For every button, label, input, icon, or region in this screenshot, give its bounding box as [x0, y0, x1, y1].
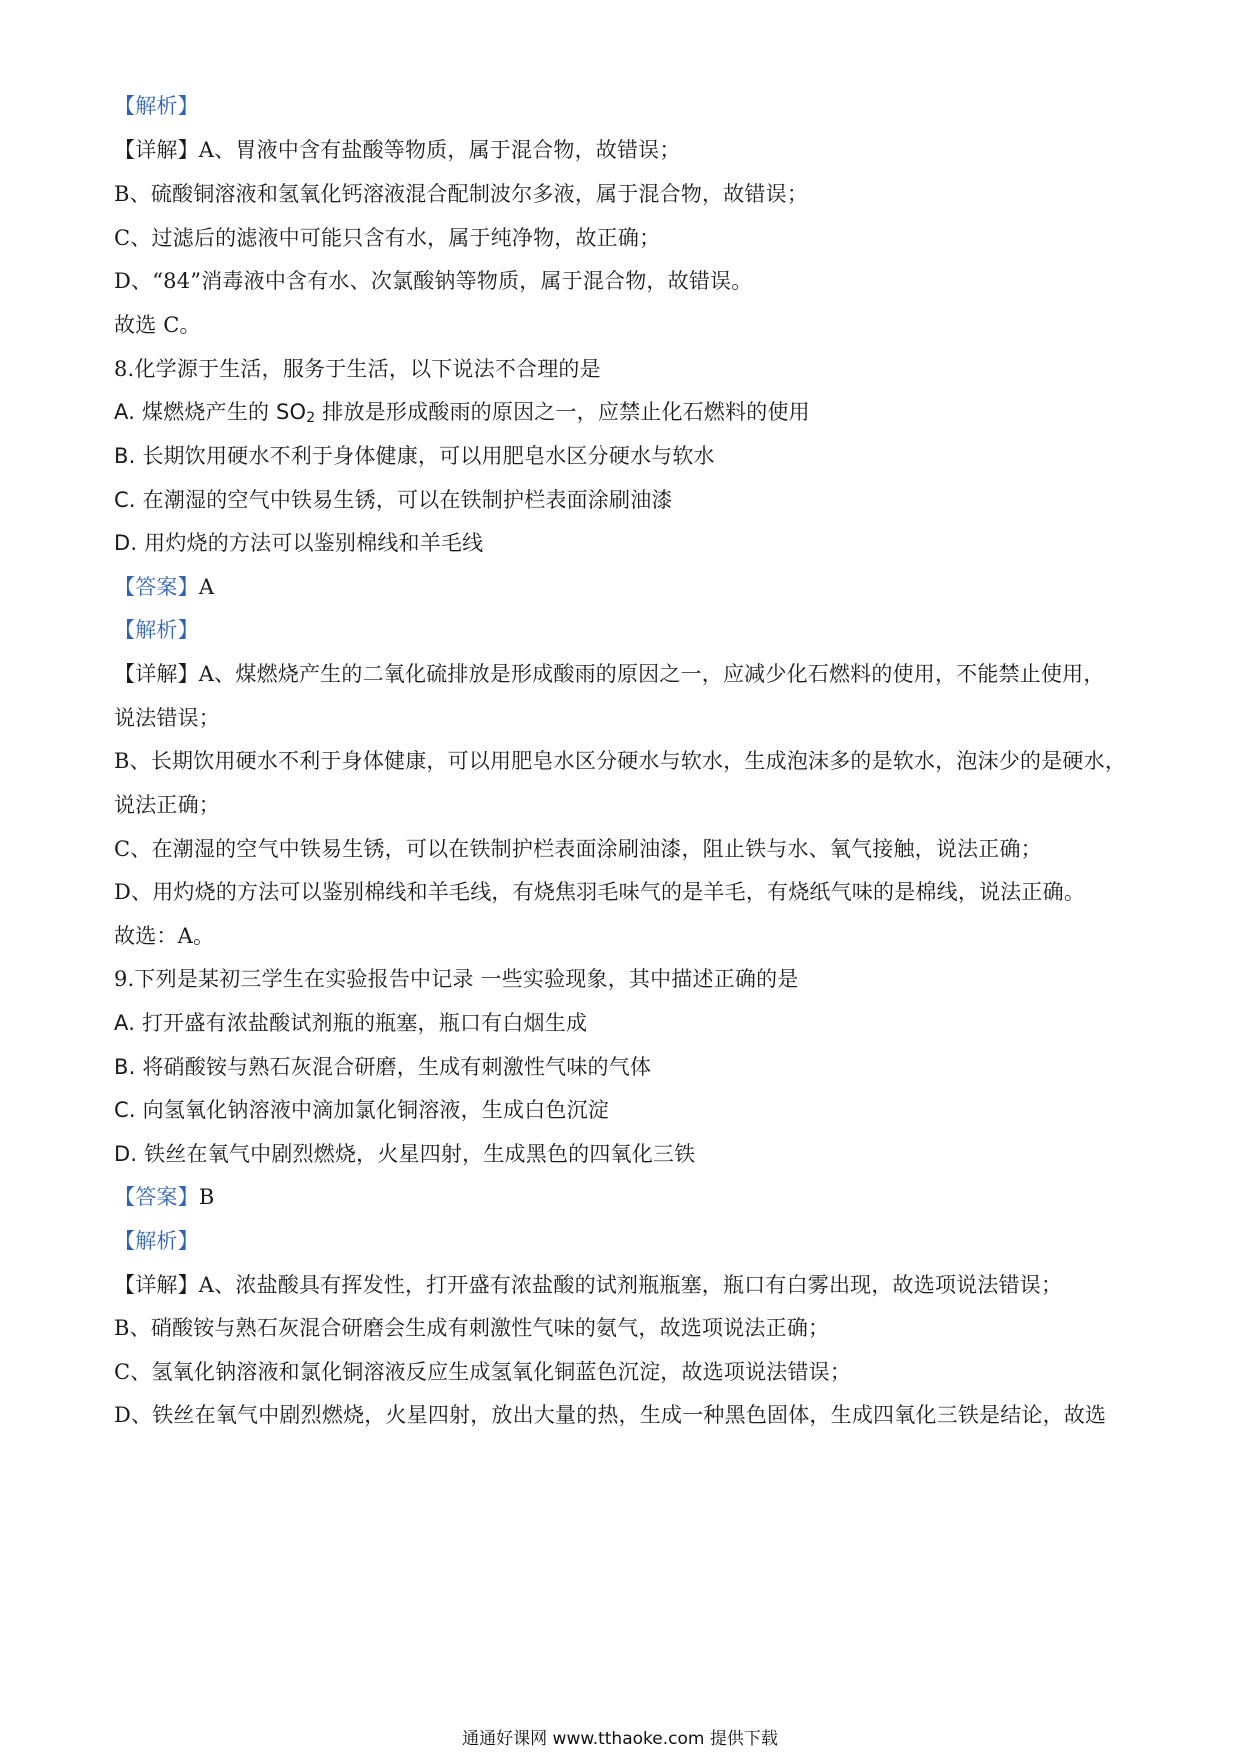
- q8-option-d: D. 用灼烧的方法可以鉴别棉线和羊毛线: [114, 531, 484, 555]
- q8-detail-b-1: B、长期饮用硬水不利于身体健康，可以用肥皂水区分硬水与软水，生成泡沫多的是软水，泡沫少的是硬水，: [114, 749, 1127, 773]
- q8-detail-a-1: 【详解】A、煤燃烧产生的二氧化硫排放是形成酸雨的原因之一，应减少化石燃料的使用，不能禁止使用，: [114, 662, 1105, 686]
- q8-question: 8.化学源于生活，服务于生活，以下说法不合理的是: [114, 357, 601, 381]
- q8-answer-value: A: [198, 575, 215, 599]
- q8-option-b: B. 长期饮用硬水不利于身体健康，可以用肥皂水区分硬水与软水: [114, 444, 715, 468]
- q9-answer-value: B: [198, 1185, 215, 1209]
- q8-conclusion: 故选：A。: [114, 924, 215, 948]
- q8-option-c: C. 在潮湿的空气中铁易生锈，可以在铁制护栏表面涂刷油漆: [114, 488, 673, 512]
- q9-option-a: A. 打开盛有浓盐酸试剂瓶的瓶塞，瓶口有白烟生成: [114, 1011, 588, 1035]
- q7-analysis-tag: 【解析】: [114, 94, 199, 118]
- q8-detail-d: D、用灼烧的方法可以鉴别棉线和羊毛线，有烧焦羽毛味气的是羊毛，有烧纸气味的是棉线，说法正确。: [114, 880, 1086, 904]
- page-footer: 通通好课网 www.tthaoke.com 提供下载: [462, 1729, 778, 1749]
- q9-question: 9.下列是某初三学生在实验报告中记录 一些实验现象，其中描述正确的是: [114, 967, 799, 991]
- q9-detail-a: 【详解】A、浓盐酸具有挥发性，打开盛有浓盐酸的试剂瓶瓶塞，瓶口有白雾出现，故选项说法错误；: [114, 1273, 1063, 1297]
- q8-option-a-sub: 2: [306, 410, 316, 426]
- q7-detail-c: C、过滤后的滤液中可能只含有水，属于纯净物，故正确；: [114, 226, 661, 250]
- q9-detail-d: D、铁丝在氧气中剧烈燃烧，火星四射，放出大量的热，生成一种黑色固体，生成四氧化三铁是结论，故选: [114, 1403, 1107, 1427]
- q8-option-a-post: 排放是形成酸雨的原因之一，应禁止化石燃料的使用: [315, 400, 810, 424]
- q9-detail-c: C、氢氧化钠溶液和氯化铜溶液反应生成氢氧化铜蓝色沉淀，故选项说法错误；: [114, 1360, 852, 1384]
- q8-detail-b-2: 说法正确；: [114, 793, 220, 817]
- q8-option-a: [114, 397, 1140, 427]
- q8-analysis-tag: 【解析】: [114, 618, 199, 642]
- q7-conclusion: 故选 C。: [114, 313, 201, 337]
- q9-option-c: C. 向氢氧化钠溶液中滴加氯化铜溶液，生成白色沉淀: [114, 1098, 610, 1122]
- q7-detail-a: 【详解】A、胃液中含有盐酸等物质，属于混合物，故错误；: [114, 138, 681, 162]
- q9-analysis-tag: 【解析】: [114, 1229, 199, 1253]
- q9-option-d: D. 铁丝在氧气中剧烈燃烧，火星四射，生成黑色的四氧化三铁: [114, 1142, 696, 1166]
- q9-option-b: B. 将硝酸铵与熟石灰混合研磨，生成有刺激性气味的气体: [114, 1055, 652, 1079]
- q8-detail-c: C、在潮湿的空气中铁易生锈，可以在铁制护栏表面涂刷油漆，阻止铁与水、氧气接触，说法正确；: [114, 837, 1042, 861]
- q7-detail-d: D、“84”消毒液中含有水、次氯酸钠等物质，属于混合物，故错误。: [114, 269, 753, 293]
- q8-answer: [114, 572, 1140, 602]
- q8-answer-tag: 【答案】: [114, 575, 199, 599]
- q7-detail-b: B、硫酸铜溶液和氢氧化钙溶液混合配制波尔多液，属于混合物，故错误；: [114, 182, 809, 206]
- q9-detail-b: B、硝酸铵与熟石灰混合研磨会生成有刺激性气味的氨气，故选项说法正确；: [114, 1316, 830, 1340]
- q9-answer-tag: 【答案】: [114, 1185, 199, 1209]
- q8-option-a-pre: A. 煤燃烧产生的 SO: [114, 400, 307, 424]
- q9-answer: [114, 1182, 1140, 1212]
- q8-detail-a-2: 说法错误；: [114, 706, 220, 730]
